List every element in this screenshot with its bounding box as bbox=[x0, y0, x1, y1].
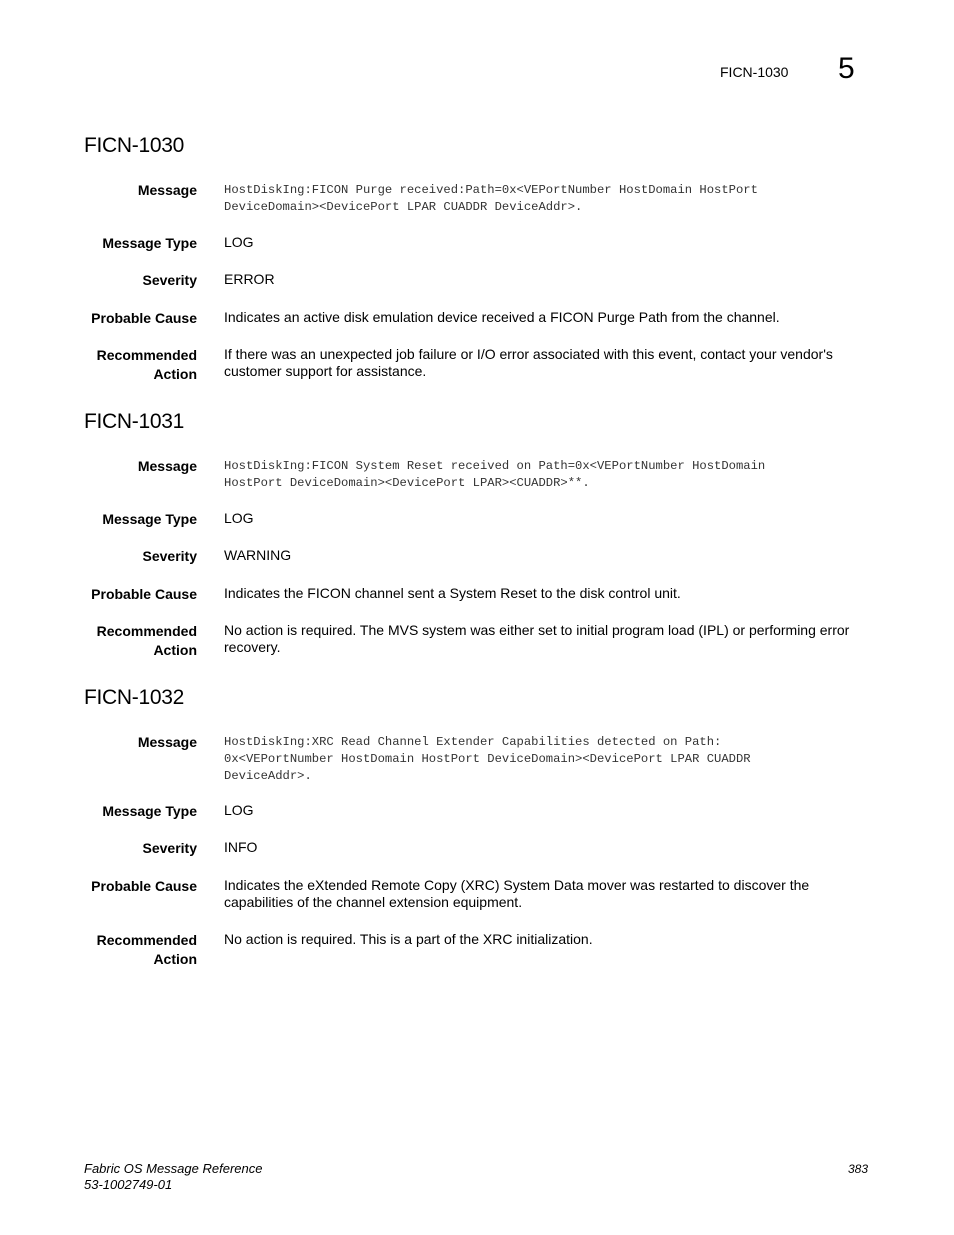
message-line: DeviceAddr>. bbox=[224, 769, 312, 783]
message-type-label: Message Type bbox=[102, 235, 197, 251]
probable-cause-text bbox=[224, 877, 864, 911]
text-line: Indicates an active disk emulation device received a FICON Purge Path from the channel. bbox=[224, 309, 780, 325]
text-line: No action is required. This is a part of the XRC initialization. bbox=[224, 931, 593, 947]
running-header-title: FICN-1030 bbox=[720, 64, 789, 80]
footer-doc-number: 53-1002749-01 bbox=[84, 1177, 173, 1192]
message-type-label: Message Type bbox=[102, 511, 197, 527]
text-line: capabilities of the channel extension equipment. bbox=[224, 894, 523, 910]
probable-cause-text bbox=[224, 585, 864, 602]
chapter-number: 5 bbox=[838, 52, 855, 85]
message-label: Message bbox=[137, 458, 197, 474]
severity-label: Severity bbox=[142, 548, 197, 564]
message-text bbox=[224, 458, 864, 492]
message-line: 0x<VEPortNumber HostDomain HostPort DeviceDomain><DevicePort LPAR CUADDR bbox=[224, 752, 751, 766]
footer-page-number: 383 bbox=[848, 1162, 869, 1176]
text-line: Indicates the eXtended Remote Copy (XRC) System Data mover was restarted to discover the bbox=[224, 877, 810, 893]
text-line: Indicates the FICON channel sent a System Reset to the disk control unit. bbox=[224, 585, 681, 601]
message-line: DeviceDomain><DevicePort LPAR CUADDR DeviceAddr>. bbox=[224, 200, 583, 214]
severity-value: ERROR bbox=[224, 271, 275, 287]
message-type-value: LOG bbox=[224, 234, 254, 250]
label-line: Action bbox=[153, 951, 197, 967]
recommended-action-text bbox=[224, 931, 864, 948]
message-type-value: LOG bbox=[224, 510, 254, 526]
message-label: Message bbox=[137, 182, 197, 198]
severity-label: Severity bbox=[142, 840, 197, 856]
recommended-action-text bbox=[224, 622, 864, 656]
footer-doc-title: Fabric OS Message Reference bbox=[84, 1161, 263, 1176]
severity-value: INFO bbox=[224, 839, 258, 855]
message-type-label: Message Type bbox=[102, 803, 197, 819]
message-type-value: LOG bbox=[224, 802, 254, 818]
message-line: HostPort DeviceDomain><DevicePort LPAR><CUADDR>**. bbox=[224, 476, 590, 490]
severity-value: WARNING bbox=[224, 547, 292, 563]
label-line: Recommended bbox=[96, 347, 197, 363]
probable-cause-label: Probable Cause bbox=[91, 878, 197, 894]
entry-heading: FICN-1032 bbox=[84, 686, 185, 709]
entry-heading: FICN-1030 bbox=[84, 134, 185, 157]
text-line: If there was an unexpected job failure or I/O error associated with this event, contact your vendor's bbox=[224, 346, 833, 362]
recommended-action-text bbox=[224, 346, 864, 380]
label-line: Action bbox=[153, 366, 197, 382]
message-line: HostDiskIng:XRC Read Channel Extender Capabilities detected on Path: bbox=[224, 735, 722, 749]
label-line: Recommended bbox=[96, 932, 197, 948]
text-line: No action is required. The MVS system was either set to initial program load (IPL) or performing error bbox=[224, 622, 850, 638]
label-line: Action bbox=[153, 642, 197, 658]
footer-document-info bbox=[84, 1161, 262, 1193]
message-line: HostDiskIng:FICON System Reset received on Path=0x<VEPortNumber HostDomain bbox=[224, 459, 766, 473]
text-line: recovery. bbox=[224, 639, 281, 655]
message-text bbox=[224, 734, 864, 785]
probable-cause-text bbox=[224, 309, 864, 326]
message-label: Message bbox=[137, 734, 197, 750]
message-line: HostDiskIng:FICON Purge received:Path=0x<VEPortNumber HostDomain HostPort bbox=[224, 183, 758, 197]
recommended-action-label bbox=[57, 931, 197, 969]
label-line: Recommended bbox=[96, 623, 197, 639]
severity-label: Severity bbox=[142, 272, 197, 288]
probable-cause-label: Probable Cause bbox=[91, 586, 197, 602]
text-line: customer support for assistance. bbox=[224, 363, 427, 379]
message-text bbox=[224, 182, 864, 216]
probable-cause-label: Probable Cause bbox=[91, 310, 197, 326]
recommended-action-label bbox=[57, 622, 197, 660]
recommended-action-label bbox=[57, 346, 197, 384]
entry-heading: FICN-1031 bbox=[84, 410, 185, 433]
